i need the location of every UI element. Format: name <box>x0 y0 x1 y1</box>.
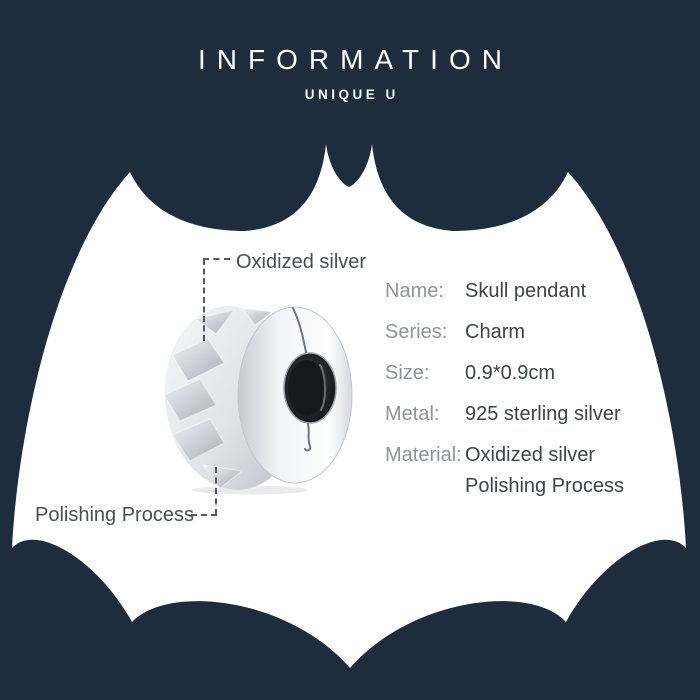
spec-value-line1: Oxidized silver <box>465 444 596 466</box>
callout-polishing-process: Polishing Process <box>35 504 194 526</box>
spec-row-metal <box>385 403 665 425</box>
spec-value: Charm <box>465 321 526 343</box>
callout-oxidized-silver: Oxidized silver <box>236 251 367 273</box>
spec-value <box>465 444 624 497</box>
spec-label: Material: <box>385 444 462 466</box>
product-image-charm-bead <box>158 303 353 495</box>
spec-row-series <box>385 321 665 343</box>
spec-row-material <box>385 444 665 497</box>
bead-face <box>238 307 352 483</box>
spec-label: Series: <box>385 321 448 343</box>
spec-label: Size: <box>385 362 430 384</box>
header <box>0 44 700 102</box>
spec-label: Metal: <box>385 403 440 425</box>
spec-value: Skull pendant <box>465 280 587 302</box>
spec-value: 925 sterling silver <box>465 403 621 425</box>
callout-bottom-horizontal-line <box>191 514 217 516</box>
spec-row-size <box>385 362 665 384</box>
spec-value: 0.9*0.9cm <box>465 362 556 384</box>
page-title: INFORMATION <box>198 44 513 75</box>
brand-subtitle: UNIQUE U <box>304 87 399 102</box>
callout-top-horizontal-line <box>203 258 230 260</box>
spec-value-line2: Polishing Process <box>465 475 624 497</box>
callout-bottom-vertical-line <box>215 467 217 515</box>
bead-hole <box>284 353 336 423</box>
spec-row-name <box>385 280 665 302</box>
callout-top-vertical-line <box>203 259 205 341</box>
product-spec-list <box>385 280 665 516</box>
spec-label: Name: <box>385 280 444 302</box>
